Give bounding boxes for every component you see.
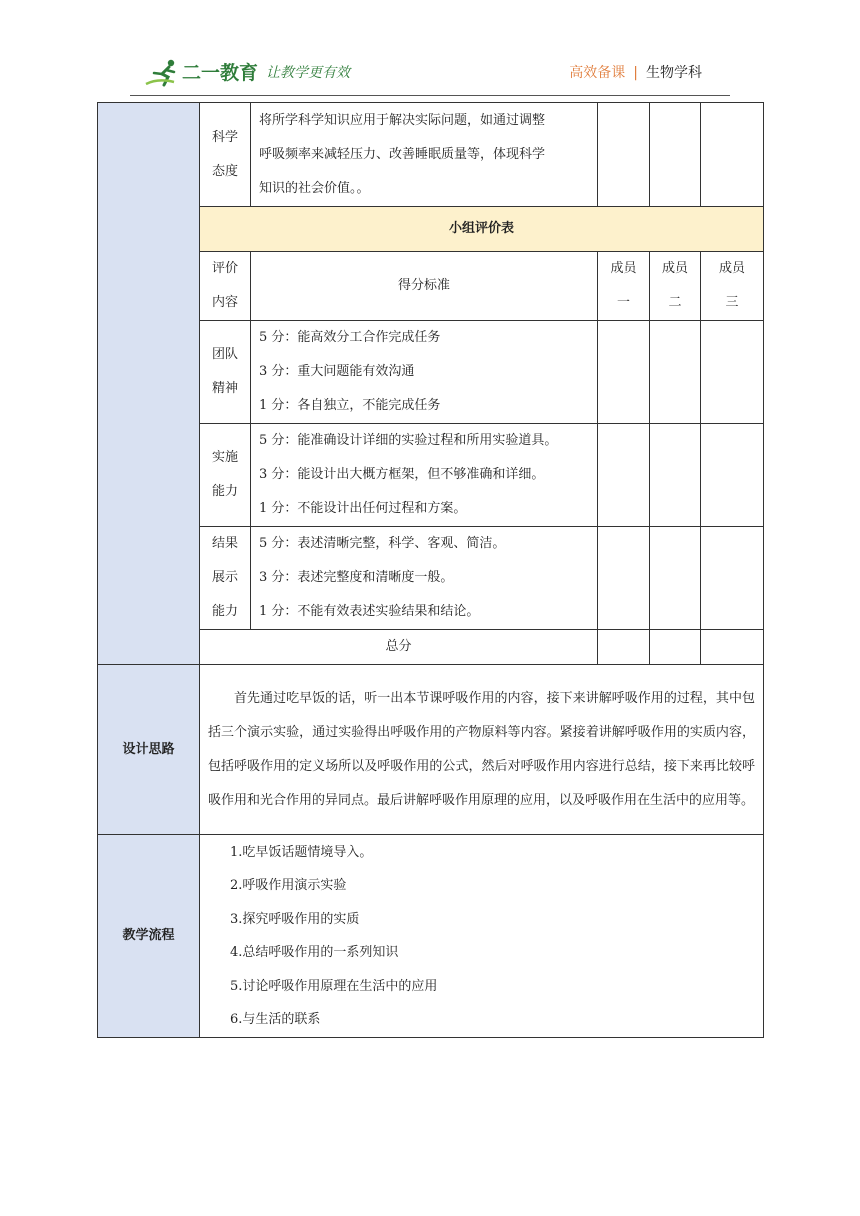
header-separator: | — [633, 65, 638, 81]
score-cell — [598, 630, 650, 665]
score-cell — [598, 527, 650, 630]
runner-logo-icon — [144, 58, 184, 88]
score-cell — [650, 424, 701, 527]
team-spirit-criteria: 5 分：能高效分工合作完成任务 3 分：重大问题能有效沟通 1 分：各自独立，不能完成任务 — [251, 321, 598, 424]
science-attitude-label: 科学 态度 — [200, 103, 251, 207]
member-3-header: 成员 三 — [701, 252, 764, 321]
design-text: 首先通过吃早饭的话，听一出本节课呼吸作用的内容，接下来讲解呼吸作用的过程，其中包括三个演示实验，通过实验得出呼吸作用的产物原料等内容。紧接着讲解呼吸作用的实质内容，包括呼吸作用的定义场所以及呼吸作用的公式，然后对呼吸作用内容进行总结，接下来再比较呼吸作用和光合作用的异同点。最后讲解呼吸作用原理的应用，以及呼吸作用在生活中的应用等。 — [200, 665, 764, 835]
list-item: 3.探究呼吸作用的实质 — [230, 911, 360, 927]
eval-content-header: 评价 内容 — [200, 252, 251, 321]
presentation-criteria: 5 分：表述清晰完整，科学、客观、简洁。 3 分：表述完整度和清晰度一般。 1 分：不能有效表述实验结果和结论。 — [251, 527, 598, 630]
score-cell — [650, 103, 701, 207]
header-right — [569, 62, 702, 82]
list-item: 4.总结呼吸作用的一系列知识 — [230, 945, 399, 960]
score-cell — [701, 527, 764, 630]
course-label: 高效备课 — [569, 65, 626, 81]
team-spirit-label: 团队 精神 — [200, 321, 251, 424]
score-cell — [701, 424, 764, 527]
score-cell — [598, 103, 650, 207]
subject-label: 生物学科 — [646, 65, 702, 81]
score-cell — [650, 321, 701, 424]
list-item: 6.与生活的联系 — [230, 1012, 321, 1027]
brand-name: 二一教育 — [182, 62, 259, 84]
lesson-table — [97, 102, 764, 1038]
list-item: 5.讨论呼吸作用原理在生活中的应用 — [230, 978, 438, 994]
implementation-criteria: 5 分：能准确设计详细的实验过程和所用实验道具。 3 分：能设计出大概方框架，但不够准确和详细。 1 分：不能设计出任何过程和方案。 — [251, 424, 598, 527]
science-attitude-text: 将所学科学知识应用于解决实际问题，如通过调整 呼吸频率来减轻压力、改善睡眠质量等，体现科学 知识的社会价值。。 — [251, 103, 598, 207]
implementation-label: 实施 能力 — [200, 424, 251, 527]
score-cell — [701, 103, 764, 207]
list-item: 1.吃早饭话题情境导入。 — [230, 844, 373, 860]
score-cell — [650, 630, 701, 665]
member-1-header: 成员 一 — [598, 252, 650, 321]
brand-slogan: 让教学更有效 — [266, 65, 350, 81]
total-label: 总分 — [200, 630, 598, 665]
flow-list — [200, 835, 764, 1038]
presentation-label: 结果 展示 能力 — [200, 527, 251, 630]
criteria-header: 得分标准 — [251, 252, 598, 321]
score-cell — [701, 630, 764, 665]
score-cell — [598, 424, 650, 527]
header-divider — [130, 95, 730, 96]
group-eval-title: 小组评价表 — [200, 207, 764, 252]
flow-label: 教学流程 — [98, 835, 200, 1038]
score-cell — [598, 321, 650, 424]
left-side-cell — [98, 103, 200, 665]
page-header — [130, 52, 730, 98]
score-cell — [650, 527, 701, 630]
design-label: 设计思路 — [98, 665, 200, 835]
list-item: 2.呼吸作用演示实验 — [230, 878, 347, 893]
score-cell — [701, 321, 764, 424]
member-2-header: 成员 二 — [650, 252, 701, 321]
